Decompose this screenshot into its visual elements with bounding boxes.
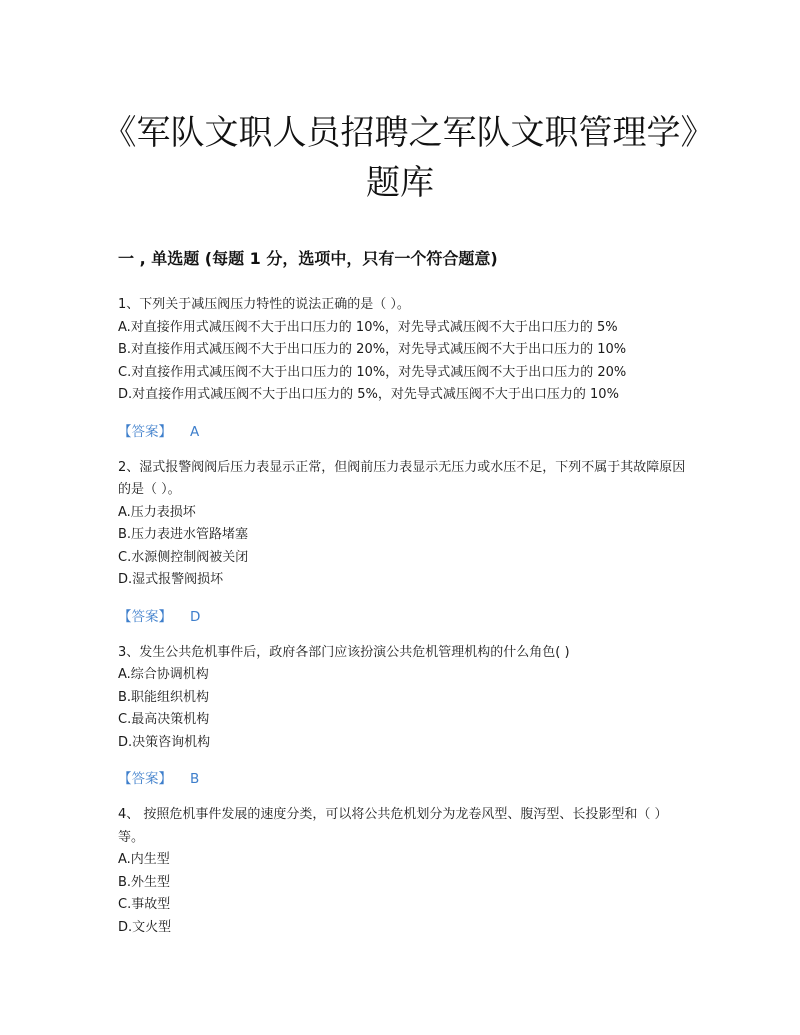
answer-line: [118, 606, 688, 628]
option-b: B.职能组织机构: [118, 689, 210, 705]
option-c: C.水源侧控制阀被关闭: [118, 549, 249, 565]
question-stem: 4、 按照危机事件发展的速度分类，可以将公共危机划分为龙卷风型、腹泻型、长投影型和（ ）等。: [118, 807, 668, 845]
question-2: [118, 457, 688, 628]
answer-value: D: [190, 608, 201, 625]
option-b: B.压力表进水管路堵塞: [118, 527, 249, 542]
answer-label: 【答案】: [118, 608, 172, 625]
answer-label: 【答案】: [118, 771, 172, 787]
option-b: B.外生型: [118, 874, 171, 890]
question-stem: 3、发生公共危机事件后，政府各部门应该扮演公共危机管理机构的什么角色( ): [118, 644, 570, 660]
question-stem: 1、下列关于减压阀压力特性的说法正确的是（ ）。: [118, 297, 410, 312]
option-c: C.对直接作用式减压阀不大于出口压力的 10%，对先导式减压阀不大于出口压力的 20%: [118, 364, 627, 380]
answer-line: [118, 421, 688, 443]
option-d: D.湿式报警阀损坏: [118, 572, 224, 587]
answer-line: [118, 768, 688, 790]
question-stem: 2、湿式报警阀阀后压力表显示正常，但阀前压力表显示无压力或水压不足，下列不属于其故障原因的是（ ）。: [118, 459, 686, 497]
question-3: [118, 642, 688, 791]
option-a: A.综合协调机构: [118, 667, 209, 682]
option-d: D.文火型: [118, 919, 172, 935]
question-list: [118, 294, 688, 939]
answer-value: B: [190, 771, 200, 787]
option-d: D.对直接作用式减压阀不大于出口压力的 5%，对先导式减压阀不大于出口压力的 10%: [118, 387, 619, 402]
question-4: [118, 804, 688, 939]
document-title: 《军队文职人员招聘之军队文职管理学》题库: [102, 113, 698, 203]
option-d: D.决策咨询机构: [118, 734, 211, 750]
answer-label: 【答案】: [118, 423, 172, 440]
option-a: A.内生型: [118, 852, 170, 867]
option-b: B.对直接作用式减压阀不大于出口压力的 20%，对先导式减压阀不大于出口压力的 10%: [118, 342, 627, 357]
option-c: C.事故型: [118, 897, 171, 912]
section-heading: 一 , 单选题 (每题 1 分，选项中，只有一个符合题意): [118, 249, 498, 268]
option-a: A.压力表损坏: [118, 504, 196, 520]
answer-value: A: [190, 423, 200, 440]
option-c: C.最高决策机构: [118, 712, 210, 727]
option-a: A.对直接作用式减压阀不大于出口压力的 10%，对先导式减压阀不大于出口压力的 5%: [118, 319, 618, 335]
question-1: [118, 294, 688, 443]
